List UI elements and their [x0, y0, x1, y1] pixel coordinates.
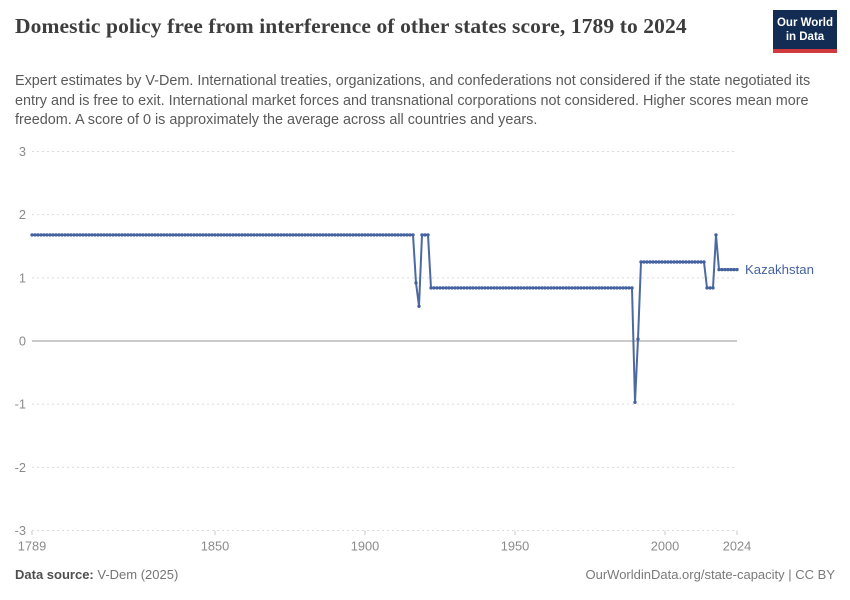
data-point — [525, 286, 528, 289]
data-point — [534, 286, 537, 289]
data-point — [537, 286, 540, 289]
data-source-value: V-Dem (2025) — [97, 567, 179, 582]
data-point — [471, 286, 474, 289]
chart-title: Domestic policy free from interference of other states score, 1789 to 2024 — [15, 14, 687, 38]
data-point — [468, 286, 471, 289]
data-point — [294, 233, 297, 236]
data-point — [171, 233, 174, 236]
data-point — [384, 233, 387, 236]
data-point — [147, 233, 150, 236]
data-point — [201, 233, 204, 236]
data-point — [291, 233, 294, 236]
data-point — [393, 233, 396, 236]
chart-footer — [15, 567, 835, 582]
data-point — [213, 233, 216, 236]
data-point — [498, 286, 501, 289]
data-point — [465, 286, 468, 289]
data-point — [285, 233, 288, 236]
data-point — [402, 233, 405, 236]
data-point — [180, 233, 183, 236]
series-line-kazakhstan[interactable] — [32, 235, 737, 402]
data-point — [420, 233, 423, 236]
data-point — [690, 260, 693, 263]
data-point — [648, 260, 651, 263]
data-point — [615, 286, 618, 289]
data-point — [699, 260, 702, 263]
data-point — [678, 260, 681, 263]
data-point — [216, 233, 219, 236]
data-point — [561, 286, 564, 289]
data-point — [387, 233, 390, 236]
data-point — [120, 233, 123, 236]
data-point — [630, 286, 633, 289]
data-point — [660, 260, 663, 263]
data-point — [579, 286, 582, 289]
data-point — [486, 286, 489, 289]
data-point — [639, 260, 642, 263]
data-point — [168, 233, 171, 236]
data-point — [399, 233, 402, 236]
data-point — [441, 286, 444, 289]
data-point — [633, 401, 636, 404]
data-point — [267, 233, 270, 236]
data-point — [417, 305, 420, 308]
data-point — [696, 260, 699, 263]
data-point — [54, 233, 57, 236]
data-point — [327, 233, 330, 236]
data-point — [492, 286, 495, 289]
data-point — [729, 268, 732, 271]
data-point — [159, 233, 162, 236]
data-point — [312, 233, 315, 236]
data-point — [663, 260, 666, 263]
data-point — [654, 260, 657, 263]
data-point — [51, 233, 54, 236]
data-point — [276, 233, 279, 236]
data-point — [126, 233, 129, 236]
data-point — [645, 260, 648, 263]
data-point — [228, 233, 231, 236]
x-axis-label-1900: 1900 — [350, 538, 380, 554]
data-point — [234, 233, 237, 236]
data-point — [606, 286, 609, 289]
data-point — [390, 233, 393, 236]
data-point — [483, 286, 486, 289]
data-point — [60, 233, 63, 236]
data-point — [657, 260, 660, 263]
data-point — [309, 233, 312, 236]
data-point — [306, 233, 309, 236]
data-point — [549, 286, 552, 289]
data-point — [564, 286, 567, 289]
data-point — [573, 286, 576, 289]
data-point — [558, 286, 561, 289]
x-axis-label-2024: 2024 — [722, 538, 752, 554]
data-point — [462, 286, 465, 289]
data-point — [30, 233, 33, 236]
owid-logo-line2: in Data — [785, 31, 825, 43]
data-point — [489, 286, 492, 289]
data-point — [381, 233, 384, 236]
data-point — [435, 286, 438, 289]
data-point — [156, 233, 159, 236]
data-point — [669, 260, 672, 263]
data-point — [93, 233, 96, 236]
data-point — [504, 286, 507, 289]
data-point — [288, 233, 291, 236]
data-point — [108, 233, 111, 236]
data-point — [642, 260, 645, 263]
data-point — [39, 233, 42, 236]
owid-logo-line1: Our World — [776, 17, 833, 29]
data-point — [357, 233, 360, 236]
data-point — [66, 233, 69, 236]
data-point — [264, 233, 267, 236]
y-axis-label-0: 0 — [18, 333, 26, 349]
data-point — [324, 233, 327, 236]
data-point — [408, 233, 411, 236]
data-point — [36, 233, 39, 236]
data-point — [555, 286, 558, 289]
data-point — [567, 286, 570, 289]
data-point — [72, 233, 75, 236]
data-point — [705, 286, 708, 289]
data-point — [81, 233, 84, 236]
x-axis-label-1950: 1950 — [500, 538, 530, 554]
x-axis-label-1789: 1789 — [17, 538, 47, 554]
data-point — [702, 260, 705, 263]
data-point — [519, 286, 522, 289]
data-point — [732, 268, 735, 271]
data-point — [297, 233, 300, 236]
data-point — [174, 233, 177, 236]
data-point — [330, 233, 333, 236]
y-axis-label-2: 2 — [18, 207, 26, 223]
x-axis-label-2000: 2000 — [650, 538, 680, 554]
data-point — [321, 233, 324, 236]
data-point — [456, 286, 459, 289]
data-point — [675, 260, 678, 263]
data-point — [96, 233, 99, 236]
data-point — [546, 286, 549, 289]
data-point — [522, 286, 525, 289]
data-point — [360, 233, 363, 236]
data-point — [129, 233, 132, 236]
data-point — [261, 233, 264, 236]
data-point — [693, 260, 696, 263]
data-point — [102, 233, 105, 236]
data-point — [363, 233, 366, 236]
data-point — [720, 268, 723, 271]
data-point — [681, 260, 684, 263]
data-point — [717, 268, 720, 271]
data-point — [219, 233, 222, 236]
data-point — [666, 260, 669, 263]
data-point — [672, 260, 675, 263]
data-point — [711, 286, 714, 289]
data-point — [78, 233, 81, 236]
data-point — [237, 233, 240, 236]
data-point — [333, 233, 336, 236]
credit-link[interactable]: OurWorldinData.org/state-capacity | CC BY — [585, 567, 835, 582]
data-point — [348, 233, 351, 236]
data-point — [186, 233, 189, 236]
data-point — [315, 233, 318, 236]
data-point — [165, 233, 168, 236]
data-point — [735, 268, 738, 271]
data-point — [450, 286, 453, 289]
data-point — [144, 233, 147, 236]
data-point — [447, 286, 450, 289]
data-point — [153, 233, 156, 236]
y-axis-label--1: -1 — [14, 396, 26, 412]
data-point — [708, 286, 711, 289]
data-point — [231, 233, 234, 236]
data-point — [432, 286, 435, 289]
data-point — [477, 286, 480, 289]
data-point — [279, 233, 282, 236]
data-point — [609, 286, 612, 289]
data-point — [372, 233, 375, 236]
data-point — [405, 233, 408, 236]
data-point — [195, 233, 198, 236]
y-axis-label-3: 3 — [18, 143, 26, 159]
data-point — [627, 286, 630, 289]
data-point — [123, 233, 126, 236]
data-point — [378, 233, 381, 236]
data-point — [618, 286, 621, 289]
data-point — [69, 233, 72, 236]
data-point — [624, 286, 627, 289]
data-point — [210, 233, 213, 236]
data-point — [510, 286, 513, 289]
data-point — [612, 286, 615, 289]
data-point — [345, 233, 348, 236]
data-point — [105, 233, 108, 236]
data-point — [342, 233, 345, 236]
data-point — [552, 286, 555, 289]
data-point — [243, 233, 246, 236]
data-point — [651, 260, 654, 263]
data-point — [726, 268, 729, 271]
data-point — [90, 233, 93, 236]
data-point — [636, 337, 639, 340]
data-point — [444, 286, 447, 289]
data-point — [414, 281, 417, 284]
data-point — [714, 233, 717, 236]
data-point — [336, 233, 339, 236]
data-point — [501, 286, 504, 289]
data-point — [75, 233, 78, 236]
data-point — [57, 233, 60, 236]
data-point — [516, 286, 519, 289]
data-point — [459, 286, 462, 289]
data-point — [117, 233, 120, 236]
data-point — [597, 286, 600, 289]
data-point — [222, 233, 225, 236]
data-point — [351, 233, 354, 236]
data-point — [192, 233, 195, 236]
data-point — [99, 233, 102, 236]
data-point — [189, 233, 192, 236]
data-point — [540, 286, 543, 289]
data-point — [111, 233, 114, 236]
data-point — [354, 233, 357, 236]
x-axis-label-1850: 1850 — [200, 538, 230, 554]
data-point — [582, 286, 585, 289]
data-point — [300, 233, 303, 236]
data-point — [423, 233, 426, 236]
data-point — [531, 286, 534, 289]
data-point — [282, 233, 285, 236]
data-point — [396, 233, 399, 236]
data-point — [507, 286, 510, 289]
data-point — [588, 286, 591, 289]
chart-subtitle: Expert estimates by V-Dem. International treaties, organizations, and confederations not considered if the state negotiated its entry and is free to exit. International market forces and transnational corporations not considered. Higher scores mean more freedom. A score of 0 is approximately the average across all countries and years. — [15, 73, 811, 128]
data-point — [723, 268, 726, 271]
data-point — [258, 233, 261, 236]
data-point — [141, 233, 144, 236]
data-point — [369, 233, 372, 236]
data-point — [45, 233, 48, 236]
data-source-label: Data source: — [15, 567, 94, 582]
data-source — [15, 567, 178, 582]
data-point — [207, 233, 210, 236]
data-point — [684, 260, 687, 263]
data-point — [249, 233, 252, 236]
data-point — [255, 233, 258, 236]
data-point — [252, 233, 255, 236]
data-point — [600, 286, 603, 289]
data-point — [183, 233, 186, 236]
data-point — [270, 233, 273, 236]
data-point — [366, 233, 369, 236]
data-point — [570, 286, 573, 289]
data-point — [438, 286, 441, 289]
data-point — [687, 260, 690, 263]
data-point — [114, 233, 117, 236]
data-point — [453, 286, 456, 289]
y-axis-label-1: 1 — [18, 270, 26, 286]
data-point — [138, 233, 141, 236]
data-point — [375, 233, 378, 236]
data-point — [63, 233, 66, 236]
data-point — [543, 286, 546, 289]
data-point — [48, 233, 51, 236]
data-point — [135, 233, 138, 236]
data-point — [528, 286, 531, 289]
data-point — [204, 233, 207, 236]
data-point — [318, 233, 321, 236]
y-axis-label--2: -2 — [14, 459, 26, 475]
data-point — [246, 233, 249, 236]
data-point — [132, 233, 135, 236]
data-point — [33, 233, 36, 236]
data-point — [150, 233, 153, 236]
y-axis-label--3: -3 — [14, 523, 26, 539]
data-point — [198, 233, 201, 236]
data-point — [303, 233, 306, 236]
data-point — [429, 286, 432, 289]
data-point — [603, 286, 606, 289]
data-point — [513, 286, 516, 289]
data-point — [426, 233, 429, 236]
data-point — [177, 233, 180, 236]
data-point — [87, 233, 90, 236]
data-point — [495, 286, 498, 289]
data-point — [591, 286, 594, 289]
data-point — [162, 233, 165, 236]
data-point — [339, 233, 342, 236]
data-point — [240, 233, 243, 236]
data-point — [621, 286, 624, 289]
data-point — [474, 286, 477, 289]
data-point — [594, 286, 597, 289]
data-point — [576, 286, 579, 289]
data-point — [42, 233, 45, 236]
data-point — [84, 233, 87, 236]
data-point — [273, 233, 276, 236]
data-point — [585, 286, 588, 289]
data-point — [480, 286, 483, 289]
data-point — [411, 233, 414, 236]
series-label-kazakhstan[interactable]: Kazakhstan — [745, 262, 814, 278]
data-point — [225, 233, 228, 236]
